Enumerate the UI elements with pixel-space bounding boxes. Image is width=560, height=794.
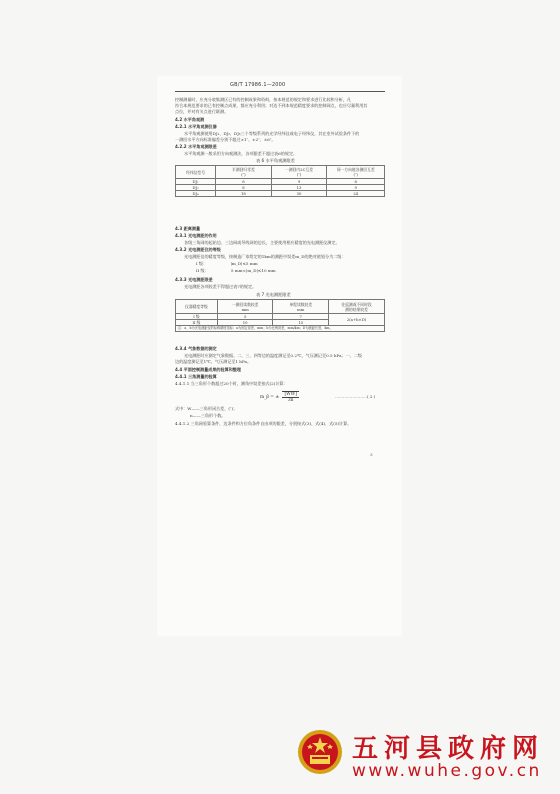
- section-4-2-heading: 4.2 水平角观测: [175, 117, 205, 122]
- intro-line-3: 点位，并对有关点进行联测。: [175, 109, 229, 114]
- section-4-3-heading: 4.3 距离测量: [175, 226, 201, 231]
- table-cell: DJ₁: [176, 179, 216, 185]
- table-cell: 6: [216, 179, 272, 185]
- table-cell: 13: [271, 185, 327, 191]
- table-cell: DJ₆: [176, 191, 216, 197]
- table-6-header-cell: 经纬仪型号: [176, 166, 216, 179]
- formula-2-denominator: 3n: [287, 398, 294, 403]
- table-cell: DJ₂: [176, 185, 216, 191]
- section-4-3-1-heading: 4.3.1 光电测距的作用: [175, 233, 217, 238]
- table-7-note-row: [176, 326, 385, 332]
- section-4-2-1-heading: 4.2.1 水平角观测仪器: [175, 124, 217, 129]
- section-4-3-4-line-2: 边的温度测记至1℃，气压测记至1 hPa。: [175, 359, 252, 364]
- table-cell: II 级: [176, 320, 218, 326]
- section-4-2-2-line-1: 水平角观测一般采用方向观测法，各项限差不超过表6的规定。: [184, 151, 298, 156]
- table-cell: 9: [271, 179, 327, 185]
- section-4-3-2-line-1: 光电测距仪的精度等级，按制造厂家给定的1km的测距中误差m_D的绝对值划分为二级：: [184, 254, 346, 259]
- table-7-header-cell: 单程读数较差 mm: [273, 300, 329, 314]
- table-7-header-cell: 仪器精度等级: [176, 300, 218, 314]
- table-cell: I 级: [176, 314, 218, 320]
- table-7-header-cell: 往返测或不同时段 测的结果较差: [329, 300, 385, 314]
- watermark-title: 五河县政府网: [352, 734, 545, 764]
- table-cell: 7: [273, 314, 329, 320]
- where-line-2: n——三角形个数。: [190, 413, 226, 418]
- table-7-note: 注：a、b为光电测距仪的标称精度指标；a为固定误差，mm；b为比例误差，mm/km；D为测距长度，km。: [176, 326, 385, 332]
- formula-2-tag: ……………………( 2 ): [335, 394, 376, 399]
- section-4-2-1-line-1: 水平角观测使用DJ₁、DJ₂、DJ₆三个等级系列的光学经纬仪或电子经纬仪，其在室外试验条件下的: [184, 131, 360, 136]
- table-cell: 24: [327, 191, 385, 197]
- table-cell: 9: [327, 185, 385, 191]
- formula-2-lhs: m_β = ±: [260, 395, 280, 400]
- section-4-3-3-line-1: 光电测距各项较差不得超过表7的规定。: [184, 284, 257, 289]
- table-cell: 6: [327, 179, 385, 185]
- table-cell: 10: [217, 320, 273, 326]
- where-line-1: 式中：W——三角形闭合差，(″)；: [175, 406, 238, 411]
- section-4-4-1-1-heading: 4.4.1.1 当三角形个数超过20个时，测角中误差按式(2)计算：: [175, 381, 288, 386]
- national-emblem-icon: [296, 728, 344, 776]
- table-row: [176, 191, 385, 197]
- section-4-2-2-heading: 4.2.2 水平角观测限差: [175, 144, 217, 149]
- intro-line-2: 符合本规范要求的已有控制点成果，都应充分利用；对达不到本规范精度要求的控制网点，也应尽量利用其: [175, 103, 368, 108]
- standard-number: GB/T 17986.1—2000: [230, 82, 286, 88]
- section-4-3-1-line-1: 各级三角网的起始边、三边网或导线网的边长，主要使用相应精度的光电测距仪测定。: [184, 240, 340, 245]
- table-6: [175, 165, 385, 197]
- formula-2-numerator: [WW]: [284, 392, 297, 397]
- table-cell: 2(a+b×D): [329, 314, 385, 326]
- table-cell: 15: [273, 320, 329, 326]
- watermark-url: www.wuhe.gov.cn: [352, 761, 542, 781]
- header-rule: [175, 91, 385, 92]
- table-6-caption: 表 6 水平角观测限差: [256, 158, 295, 163]
- table-cell: 5: [217, 314, 273, 320]
- section-4-3-2-grade-1: I 级： |m_D|≤5 mm: [196, 261, 258, 266]
- section-4-3-4-heading: 4.3.4 气象数据的测定: [175, 346, 217, 351]
- table-cell: 18: [216, 191, 272, 197]
- section-4-3-4-line-1: 光电测距时应测定气象数据。二、三、四等边的温度测记至0.2℃，气压测记至0.5 hPa；一、二级: [184, 353, 363, 358]
- table-7-header-cell: 一测回读数较差 mm: [217, 300, 273, 314]
- section-4-4-1-2-heading: 4.4.1.2 三角网验算条件，边条件和方位角条件自由项的限差，分别按式(3)、式(4)、式(5)计算。: [175, 421, 352, 426]
- section-4-4-heading: 4.4 平面控制测量成果的验算和整理: [175, 367, 241, 372]
- table-6-header-cell: 半测回归零差 (″): [216, 166, 272, 179]
- section-4-3-2-grade-2: II 级： 5 mm<|m_D|≤10 mm: [196, 268, 276, 273]
- formula-2: [260, 391, 299, 403]
- table-7-header-row: [176, 300, 385, 314]
- section-4-2-1-line-2: 一测回水平方向标准偏差分别不超过±1″、±2″、±6″。: [175, 137, 276, 142]
- table-7: [175, 299, 385, 332]
- table-6-header-cell: 同一方向值各测回互差 (″): [327, 166, 385, 179]
- table-7-caption: 表 7 光电测距限差: [256, 292, 291, 297]
- page-number: 3: [370, 452, 373, 457]
- table-6-header-row: [176, 166, 385, 179]
- intro-line-1: 控制测量时，应充分收集测区已有的控制成果和资料，按本规范的规定和要求进行比较和分析，凡: [175, 97, 352, 102]
- table-cell: 30: [271, 191, 327, 197]
- table-6-header-cell: 一测回内2C互差 (″): [271, 166, 327, 179]
- formula-2-radical: [282, 391, 298, 403]
- section-4-3-2-heading: 4.3.2 光电测距仪的等级: [175, 247, 221, 252]
- section-4-3-3-heading: 4.3.3 光电测距限差: [175, 277, 213, 282]
- section-4-4-1-heading: 4.4.1 三角测量的验算: [175, 374, 217, 379]
- table-cell: 8: [216, 185, 272, 191]
